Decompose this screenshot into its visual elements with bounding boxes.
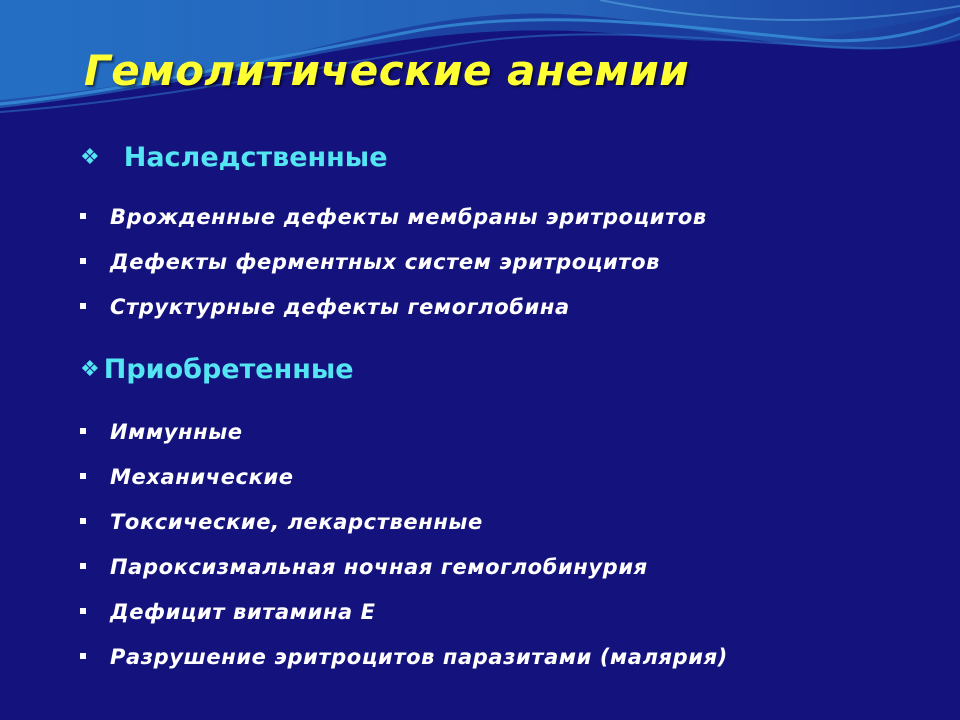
list-item — [80, 418, 728, 463]
section-heading-hereditary — [80, 142, 388, 173]
list-item — [80, 508, 728, 553]
square-bullet-icon — [80, 563, 86, 569]
section-heading-acquired — [80, 354, 354, 385]
list-item — [80, 248, 707, 293]
section-heading-label: Наследственные — [123, 142, 388, 173]
list-item — [80, 553, 728, 598]
list-item-text: Врожденные дефекты мембраны эритроцитов — [110, 205, 707, 229]
list-item-text: Иммунные — [110, 420, 243, 444]
list-item — [80, 598, 728, 643]
square-bullet-icon — [80, 258, 86, 264]
square-bullet-icon — [80, 473, 86, 479]
list-item-text: Токсические, лекарственные — [110, 510, 483, 534]
diamond-bullet-icon: ❖ — [80, 145, 100, 170]
list-item — [80, 203, 707, 248]
acquired-list — [80, 418, 728, 688]
list-item — [80, 293, 707, 338]
square-bullet-icon — [80, 303, 86, 309]
square-bullet-icon — [80, 608, 86, 614]
slide-title: Гемолитические анемии — [84, 46, 690, 95]
diamond-bullet-icon: ❖ — [80, 357, 100, 382]
hereditary-list — [80, 203, 707, 338]
list-item-text: Дефицит витамина Е — [110, 600, 376, 624]
list-item-text: Пароксизмальная ночная гемоглобинурия — [110, 555, 648, 579]
section-heading-label: Приобретенные — [103, 354, 354, 385]
list-item-text: Механические — [110, 465, 294, 489]
list-item — [80, 643, 728, 688]
square-bullet-icon — [80, 213, 86, 219]
list-item-text: Разрушение эритроцитов паразитами (малярия) — [110, 645, 728, 669]
square-bullet-icon — [80, 653, 86, 659]
list-item — [80, 463, 728, 508]
square-bullet-icon — [80, 428, 86, 434]
list-item-text: Структурные дефекты гемоглобина — [110, 295, 570, 319]
list-item-text: Дефекты ферментных систем эритроцитов — [110, 250, 660, 274]
square-bullet-icon — [80, 518, 86, 524]
